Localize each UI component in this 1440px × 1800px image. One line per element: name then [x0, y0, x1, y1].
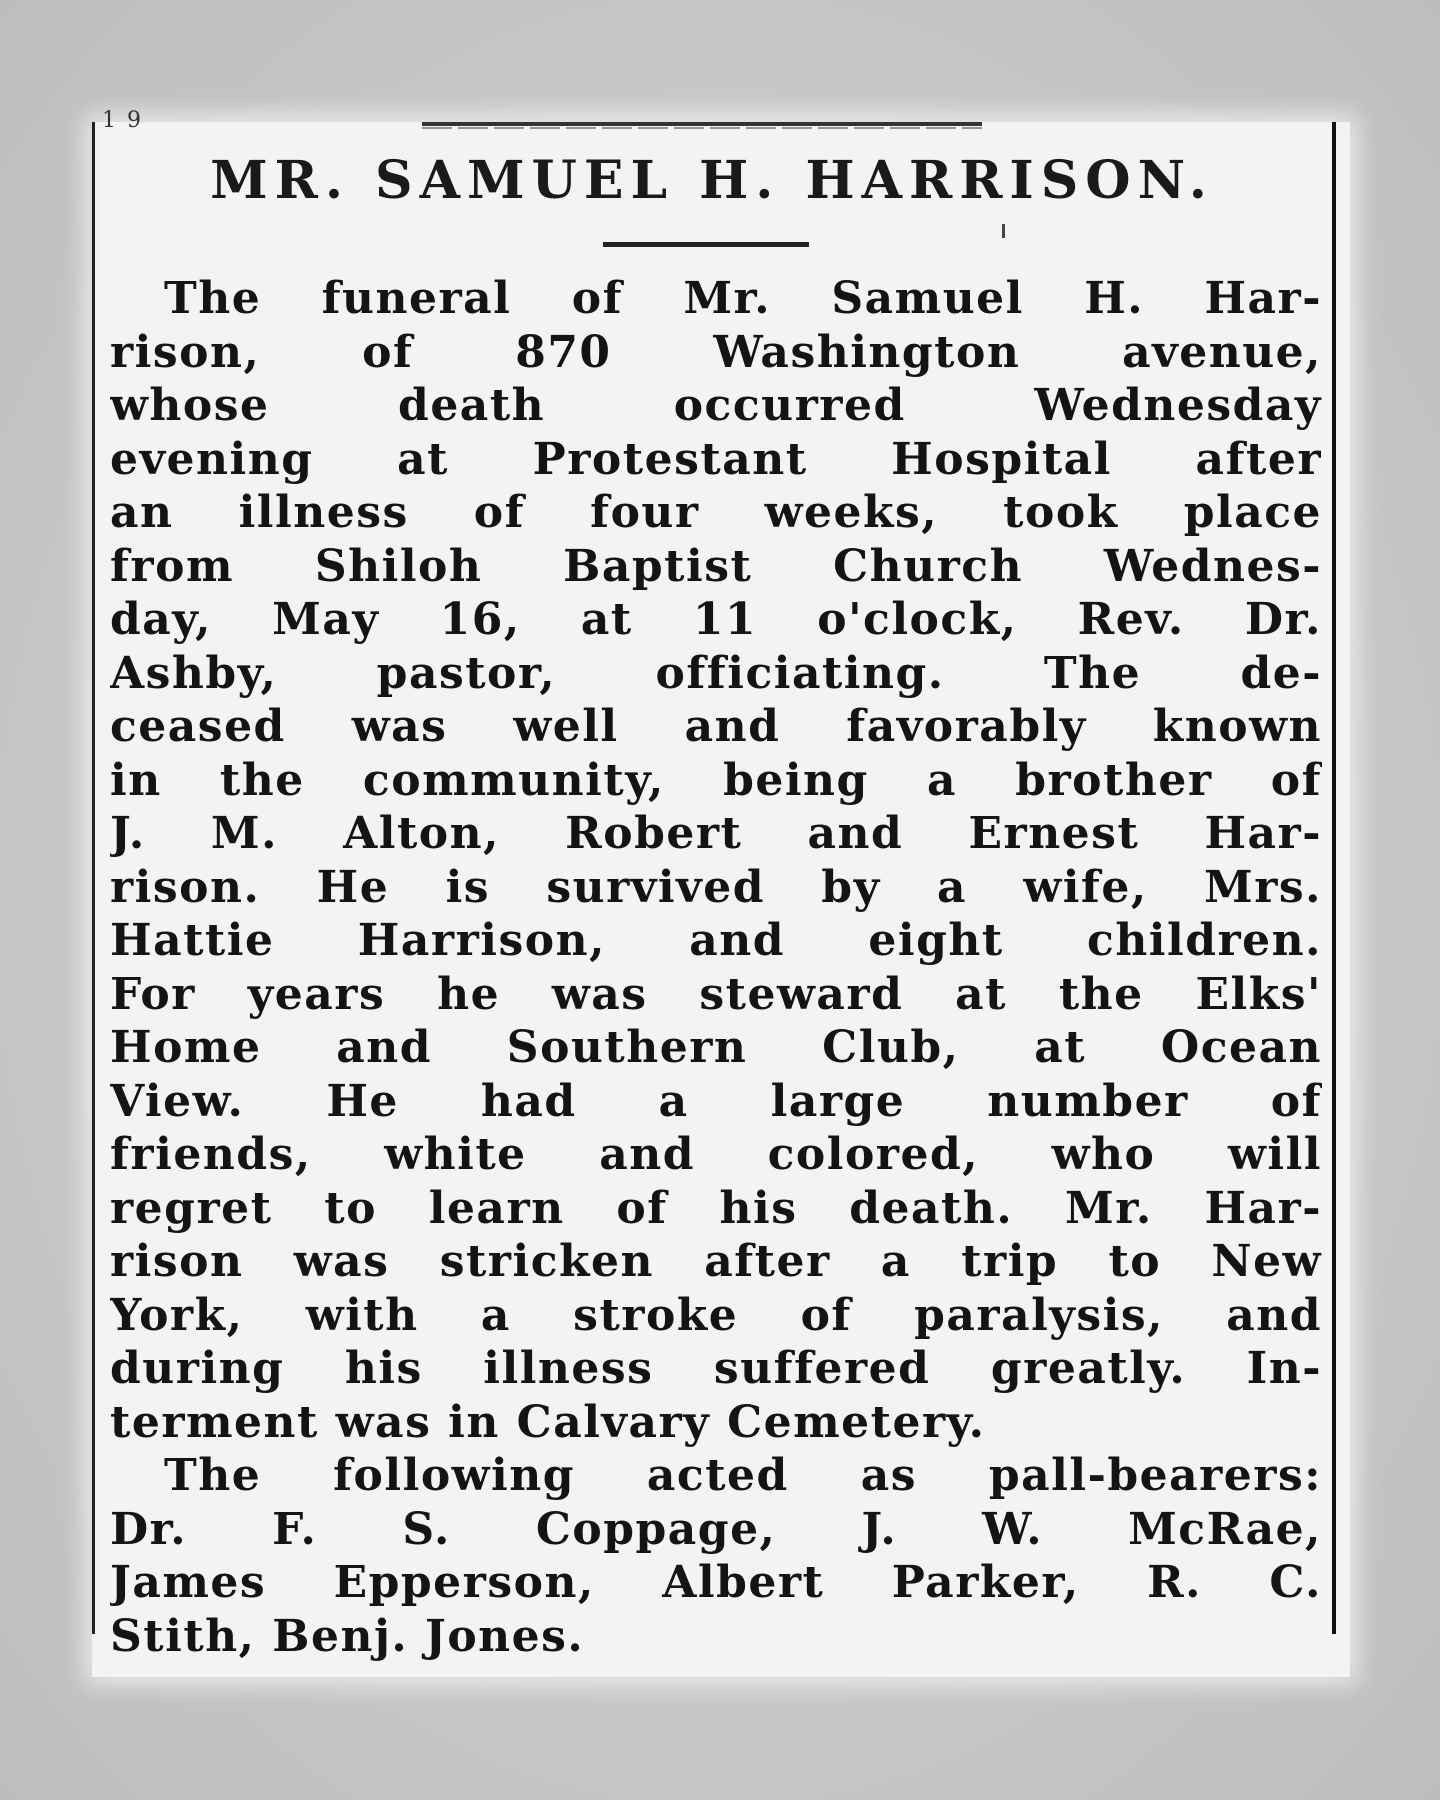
- right-column-rule: [1332, 122, 1336, 1634]
- body-line: terment was in Calvary Cemetery.: [110, 1396, 986, 1448]
- body-line: rison, of 870 Washington avenue,: [110, 326, 1322, 378]
- paragraph-funeral: [110, 272, 1322, 1449]
- body-line: Ashby, pastor, officiating. The de-: [110, 647, 1322, 699]
- body-line: an illness of four weeks, took place: [110, 487, 1322, 538]
- body-line: rison was stricken after a trip to New: [110, 1236, 1322, 1287]
- body-line: Home and Southern Club, at Ocean: [110, 1022, 1322, 1073]
- body-line: James Epperson, Albert Parker, R. C.: [110, 1557, 1322, 1608]
- body-line: Dr. F. S. Coppage, J. W. McRae,: [110, 1503, 1322, 1555]
- body-line: View. He had a large number of: [110, 1075, 1322, 1127]
- body-line: Stith, Benj. Jones.: [110, 1610, 585, 1662]
- body-line: regret to learn of his death. Mr. Har-: [110, 1182, 1322, 1234]
- newspaper-clipping: [92, 108, 1350, 1677]
- article-body: [110, 272, 1322, 1663]
- left-column-rule: [92, 122, 95, 1634]
- body-line: whose death occurred Wednesday: [110, 380, 1322, 431]
- body-line: York, with a stroke of paralysis, and: [110, 1289, 1322, 1341]
- body-line: in the community, being a brother of: [110, 754, 1322, 806]
- body-line: friends, white and colored, who will: [110, 1129, 1322, 1180]
- body-line: For years he was steward at the Elks': [110, 968, 1322, 1020]
- print-speck: [1002, 224, 1005, 238]
- headline-dash-rule: [603, 242, 809, 247]
- body-line: evening at Protestant Hospital after: [110, 433, 1322, 485]
- body-line: The following acted as pall-bearers:: [164, 1450, 1322, 1501]
- body-line: during his illness suffered greatly. In-: [110, 1343, 1322, 1394]
- body-line: J. M. Alton, Robert and Ernest Har-: [110, 808, 1322, 859]
- body-line: from Shiloh Baptist Church Wednes-: [110, 540, 1322, 592]
- corner-fragment-mark: 1 9: [102, 108, 143, 133]
- body-line: The funeral of Mr. Samuel H. Har-: [164, 273, 1322, 324]
- body-line: rison. He is survived by a wife, Mrs.: [110, 861, 1322, 913]
- body-line: ceased was well and favorably known: [110, 701, 1322, 752]
- body-line: day, May 16, at 11 o'clock, Rev. Dr.: [110, 594, 1322, 645]
- body-line: Hattie Harrison, and eight children.: [110, 915, 1322, 966]
- headline: MR. SAMUEL H. HARRISON.: [210, 150, 1214, 211]
- paragraph-pallbearers: [110, 1449, 1322, 1663]
- top-divider-rule: [422, 122, 982, 126]
- top-divider-fragment: [422, 127, 982, 129]
